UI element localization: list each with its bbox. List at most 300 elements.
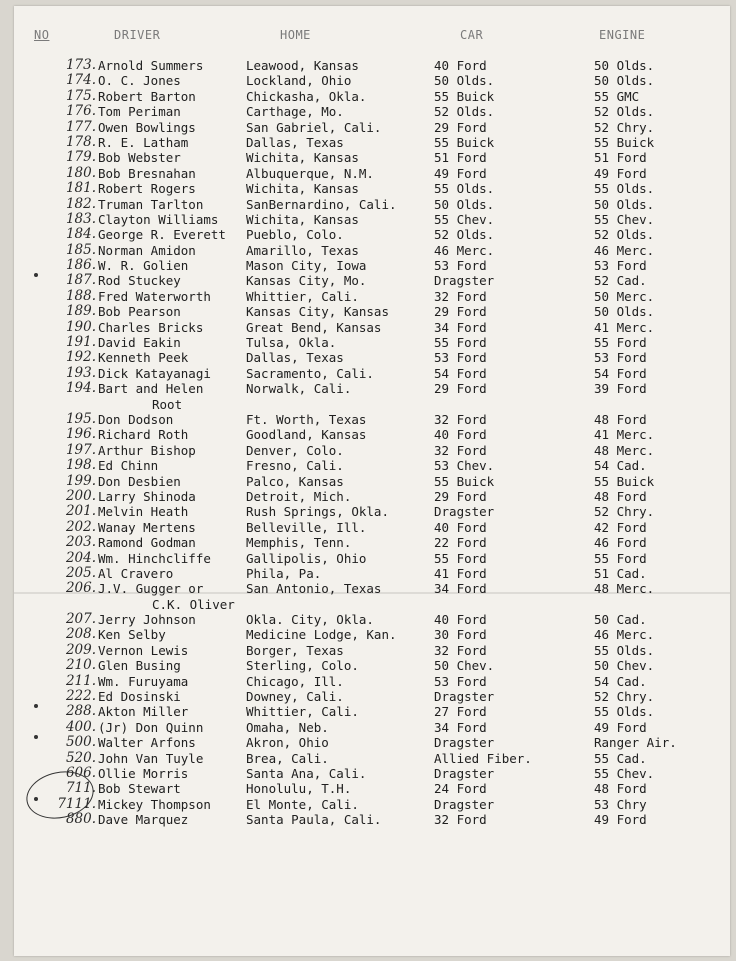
car-model: Allied Fiber. — [434, 750, 532, 766]
engine-model: 55 GMC — [594, 88, 640, 104]
home-town: Sacramento, Cali. — [246, 365, 374, 381]
engine-model: 51 Cad. — [594, 565, 647, 581]
car-model: 32 Ford — [434, 812, 487, 828]
table-row — [14, 797, 730, 812]
engine-model: 52 Olds. — [594, 227, 655, 243]
car-model: 40 Ford — [434, 427, 487, 443]
entry-number: 182. — [65, 195, 96, 212]
car-model: 50 Olds. — [434, 196, 495, 212]
entry-number: 197. — [65, 441, 96, 458]
home-town: Albuquerque, N.M. — [246, 165, 374, 181]
engine-model: 50 Olds. — [594, 304, 655, 320]
driver-name: Bob Pearson — [98, 304, 181, 320]
entry-number: 184. — [65, 226, 96, 243]
table-row — [14, 258, 730, 273]
car-model: 29 Ford — [434, 381, 487, 397]
driver-name: Bob Bresnahan — [98, 165, 196, 181]
car-model: 52 Olds. — [434, 104, 495, 120]
home-town: Amarillo, Texas — [246, 242, 359, 258]
entry-number: 179. — [65, 149, 96, 166]
driver-name: Robert Rogers — [98, 181, 196, 197]
entry-number: 288. — [65, 703, 96, 720]
engine-model: 52 Olds. — [594, 104, 655, 120]
entry-number: 183. — [65, 210, 96, 227]
driver-name: Wm. Furuyama — [98, 673, 189, 689]
car-model: 30 Ford — [434, 627, 487, 643]
home-town: Wichita, Kansas — [246, 150, 359, 166]
table-row — [14, 643, 730, 658]
engine-model: 42 Ford — [594, 519, 647, 535]
driver-name: Dave Marquez — [98, 812, 189, 828]
home-town: Kansas City, Mo. — [246, 273, 367, 289]
table-row — [14, 520, 730, 535]
driver-name: Owen Bowlings — [98, 119, 196, 135]
car-model: 40 Ford — [434, 58, 487, 73]
driver-name: R. E. Latham — [98, 134, 189, 150]
engine-model: 55 Ford — [594, 550, 647, 566]
home-town: Borger, Texas — [246, 642, 344, 658]
driver-name: Arthur Bishop — [98, 442, 196, 458]
car-model: Dragster — [434, 689, 495, 705]
car-model: 53 Ford — [434, 350, 487, 366]
entry-list — [14, 58, 730, 828]
car-model: 29 Ford — [434, 119, 487, 135]
driver-name: Bart and Helen — [98, 381, 204, 397]
engine-model: 53 Chry — [594, 796, 647, 812]
table-row — [14, 735, 730, 750]
car-model: 29 Ford — [434, 304, 487, 320]
car-model: 55 Olds. — [434, 181, 495, 197]
home-town: Chicago, Ill. — [246, 673, 344, 689]
car-model: Dragster — [434, 766, 495, 781]
car-model: 27 Ford — [434, 704, 487, 720]
entry-number: 186. — [65, 257, 96, 274]
entry-number: 400. — [65, 718, 96, 735]
table-row — [14, 581, 730, 612]
table-row — [14, 720, 730, 735]
entry-number: 180. — [65, 164, 96, 181]
engine-model: 55 Buick — [594, 134, 655, 150]
table-row — [14, 458, 730, 473]
driver-name: David Eakin — [98, 335, 181, 351]
table-row — [14, 612, 730, 627]
table-row — [14, 273, 730, 288]
engine-model: 50 Merc. — [594, 288, 655, 304]
header-engine: ENGINE — [599, 28, 646, 42]
home-town: Mason City, Iowa — [246, 258, 367, 274]
driver-name: Rod Stuckey — [98, 273, 181, 289]
home-town: Great Bend, Kansas — [246, 319, 382, 335]
entry-number: 711. — [65, 780, 96, 797]
entry-number: 210. — [65, 657, 96, 674]
car-model: 51 Ford — [434, 150, 487, 166]
engine-model: 54 Ford — [594, 365, 647, 381]
table-row — [14, 551, 730, 566]
home-town: San Gabriel, Cali. — [246, 119, 382, 135]
home-town: Tulsa, Okla. — [246, 335, 337, 351]
home-town: Belleville, Ill. — [246, 519, 367, 535]
entry-number: 206. — [65, 580, 96, 597]
home-town: Omaha, Neb. — [246, 719, 329, 735]
engine-model: 55 Olds. — [594, 642, 655, 658]
engine-model: 52 Chry. — [594, 689, 655, 705]
engine-model: 49 Ford — [594, 165, 647, 181]
driver-name-continued: C.K. Oliver — [152, 596, 235, 612]
engine-model: 50 Olds. — [594, 73, 655, 89]
engine-model: 53 Ford — [594, 350, 647, 366]
table-row — [14, 89, 730, 104]
home-town: Wichita, Kansas — [246, 181, 359, 197]
table-row — [14, 212, 730, 227]
header-no: NO — [34, 28, 50, 42]
engine-model: 48 Merc. — [594, 442, 655, 458]
car-model: 53 Chev. — [434, 458, 495, 474]
table-row — [14, 58, 730, 73]
home-town: Dallas, Texas — [246, 350, 344, 366]
home-town: Santa Paula, Cali. — [246, 812, 382, 828]
home-town: Denver, Colo. — [246, 442, 344, 458]
driver-name: George R. Everett — [98, 227, 226, 243]
entry-number: 207. — [65, 611, 96, 628]
entry-number: 202. — [65, 518, 96, 535]
driver-name: Ramond Godman — [98, 535, 196, 551]
entry-number: 880. — [65, 811, 96, 828]
home-town: Phila, Pa. — [246, 565, 322, 581]
car-model: 55 Chev. — [434, 211, 495, 227]
table-row — [14, 674, 730, 689]
entry-number: 198. — [65, 457, 96, 474]
document-page — [14, 6, 730, 956]
table-row — [14, 427, 730, 442]
home-town: Sterling, Colo. — [246, 658, 359, 674]
driver-name: John Van Tuyle — [98, 750, 204, 766]
home-town: Chickasha, Okla. — [246, 88, 367, 104]
entry-number: 520. — [65, 749, 96, 766]
table-row — [14, 227, 730, 242]
entry-number: 178. — [65, 133, 96, 150]
engine-model: 49 Ford — [594, 719, 647, 735]
driver-name: Walter Arfons — [98, 735, 196, 751]
table-row — [14, 381, 730, 412]
engine-model: 48 Merc. — [594, 581, 655, 597]
entry-number: 203. — [65, 534, 96, 551]
engine-model: 55 Chev. — [594, 766, 655, 781]
engine-model: 48 Ford — [594, 412, 647, 427]
driver-name: Robert Barton — [98, 88, 196, 104]
driver-name: Fred Waterworth — [98, 288, 211, 304]
entry-number: 205. — [65, 564, 96, 581]
table-row — [14, 304, 730, 319]
driver-name: Al Cravero — [98, 565, 174, 581]
driver-name: Ollie Morris — [98, 766, 189, 781]
entry-number: 208. — [65, 626, 96, 643]
entry-number: 181. — [65, 180, 96, 197]
entry-number: 199. — [65, 472, 96, 489]
car-model: 55 Buick — [434, 134, 495, 150]
table-row — [14, 566, 730, 581]
car-model: 55 Buick — [434, 473, 495, 489]
entry-number: 209. — [65, 641, 96, 658]
entry-number: 194. — [65, 380, 96, 397]
engine-model: 55 Cad. — [594, 750, 647, 766]
entry-number: 187. — [65, 272, 96, 289]
table-row — [14, 181, 730, 196]
entry-number: 176. — [65, 103, 96, 120]
header-driver: DRIVER — [114, 28, 161, 42]
home-town: Wichita, Kansas — [246, 211, 359, 227]
engine-model: 55 Olds. — [594, 181, 655, 197]
car-model: 22 Ford — [434, 535, 487, 551]
table-row — [14, 504, 730, 519]
table-row — [14, 135, 730, 150]
car-model: 50 Chev. — [434, 658, 495, 674]
car-model: 53 Ford — [434, 673, 487, 689]
table-row — [14, 474, 730, 489]
table-header — [14, 28, 730, 48]
driver-name: Larry Shinoda — [98, 488, 196, 504]
driver-name: Clayton Williams — [98, 211, 219, 227]
car-model: 41 Ford — [434, 565, 487, 581]
driver-name-continued: Root — [152, 396, 183, 412]
home-town: Rush Springs, Okla. — [246, 504, 389, 520]
driver-name: Norman Amidon — [98, 242, 196, 258]
table-row — [14, 120, 730, 135]
driver-name: Tom Periman — [98, 104, 181, 120]
engine-model: 55 Olds. — [594, 704, 655, 720]
pencil-dot-mark — [34, 735, 38, 739]
engine-model: 55 Buick — [594, 473, 655, 489]
table-row — [14, 489, 730, 504]
header-car: CAR — [460, 28, 484, 42]
home-town: Honolulu, T.H. — [246, 781, 352, 797]
engine-model: 50 Cad. — [594, 612, 647, 628]
driver-name: Truman Tarlton — [98, 196, 204, 212]
driver-name: Melvin Heath — [98, 504, 189, 520]
engine-model: 50 Chev. — [594, 658, 655, 674]
car-model: 29 Ford — [434, 488, 487, 504]
entry-number: 185. — [65, 241, 96, 258]
engine-model: 46 Merc. — [594, 627, 655, 643]
car-model: 55 Ford — [434, 550, 487, 566]
car-model: 32 Ford — [434, 442, 487, 458]
home-town: Kansas City, Kansas — [246, 304, 389, 320]
car-model: 55 Ford — [434, 335, 487, 351]
table-row — [14, 335, 730, 350]
engine-model: 54 Cad. — [594, 673, 647, 689]
home-town: Goodland, Kansas — [246, 427, 367, 443]
driver-name: Ed Dosinski — [98, 689, 181, 705]
home-town: Memphis, Tenn. — [246, 535, 352, 551]
driver-name: Akton Miller — [98, 704, 189, 720]
home-town: Whittier, Cali. — [246, 704, 359, 720]
driver-name: W. R. Golien — [98, 258, 189, 274]
table-row — [14, 197, 730, 212]
car-model: Dragster — [434, 735, 495, 751]
home-town: Dallas, Texas — [246, 134, 344, 150]
engine-model: 50 Olds. — [594, 58, 655, 73]
engine-model: 48 Ford — [594, 488, 647, 504]
driver-name: Bob Webster — [98, 150, 181, 166]
engine-model: 46 Merc. — [594, 242, 655, 258]
engine-model: 52 Chry. — [594, 119, 655, 135]
entry-number: 195. — [65, 411, 96, 427]
driver-name: Wm. Hinchcliffe — [98, 550, 211, 566]
table-row — [14, 166, 730, 181]
engine-model: 54 Cad. — [594, 458, 647, 474]
engine-model: 55 Ford — [594, 335, 647, 351]
home-town: Carthage, Mo. — [246, 104, 344, 120]
home-town: Fresno, Cali. — [246, 458, 344, 474]
driver-name: Ken Selby — [98, 627, 166, 643]
entry-number: 174. — [65, 72, 96, 89]
car-model: 32 Ford — [434, 288, 487, 304]
table-row — [14, 320, 730, 335]
entry-number: 189. — [65, 303, 96, 320]
entry-number: 191. — [65, 334, 96, 351]
table-row — [14, 73, 730, 88]
car-model: 32 Ford — [434, 412, 487, 427]
home-town: Ft. Worth, Texas — [246, 412, 367, 427]
header-home: HOME — [280, 28, 311, 42]
table-row — [14, 366, 730, 381]
car-model: 55 Buick — [434, 88, 495, 104]
car-model: Dragster — [434, 504, 495, 520]
pencil-dot-mark — [34, 273, 38, 277]
car-model: 50 Olds. — [434, 73, 495, 89]
driver-name: Mickey Thompson — [98, 796, 211, 812]
car-model: 46 Merc. — [434, 242, 495, 258]
driver-name: Wanay Mertens — [98, 519, 196, 535]
table-row — [14, 781, 730, 796]
driver-name: Don Desbien — [98, 473, 181, 489]
home-town: Detroit, Mich. — [246, 488, 352, 504]
car-model: 52 Olds. — [434, 227, 495, 243]
entry-number: 204. — [65, 549, 96, 566]
table-row — [14, 412, 730, 427]
engine-model: 48 Ford — [594, 781, 647, 797]
home-town: Brea, Cali. — [246, 750, 329, 766]
entry-number: 500. — [65, 734, 96, 751]
driver-name: Dick Katayanagi — [98, 365, 211, 381]
entry-number: 200. — [65, 487, 96, 504]
driver-name: Bob Stewart — [98, 781, 181, 797]
car-model: 49 Ford — [434, 165, 487, 181]
engine-model: 52 Chry. — [594, 504, 655, 520]
car-model: 40 Ford — [434, 612, 487, 628]
home-town: Medicine Lodge, Kan. — [246, 627, 397, 643]
engine-model: 39 Ford — [594, 381, 647, 397]
home-town: Norwalk, Cali. — [246, 381, 352, 397]
driver-name: Don Dodson — [98, 412, 174, 427]
engine-model: 55 Chev. — [594, 211, 655, 227]
table-row — [14, 150, 730, 165]
driver-name: Glen Busing — [98, 658, 181, 674]
table-row — [14, 751, 730, 766]
table-row — [14, 627, 730, 642]
table-row — [14, 658, 730, 673]
engine-model: 49 Ford — [594, 812, 647, 828]
home-town: Santa Ana, Cali. — [246, 766, 367, 781]
home-town: Gallipolis, Ohio — [246, 550, 367, 566]
engine-model: 53 Ford — [594, 258, 647, 274]
driver-name: (Jr) Don Quinn — [98, 719, 204, 735]
driver-name: Charles Bricks — [98, 319, 204, 335]
engine-model: 52 Cad. — [594, 273, 647, 289]
engine-model: 46 Ford — [594, 535, 647, 551]
entry-number: 192. — [65, 349, 96, 366]
home-town: Whittier, Cali. — [246, 288, 359, 304]
entry-number: 7111. — [57, 795, 96, 812]
table-row — [14, 443, 730, 458]
entry-number: 222. — [65, 688, 96, 705]
home-town: Downey, Cali. — [246, 689, 344, 705]
home-town: Okla. City, Okla. — [246, 612, 374, 628]
car-model: 34 Ford — [434, 719, 487, 735]
table-row — [14, 350, 730, 365]
table-row — [14, 243, 730, 258]
car-model: 34 Ford — [434, 319, 487, 335]
entry-number: 173. — [65, 57, 96, 73]
home-town: El Monte, Cali. — [246, 796, 359, 812]
home-town: Lockland, Ohio — [246, 73, 352, 89]
home-town: SanBernardino, Cali. — [246, 196, 397, 212]
home-town: Leawood, Kansas — [246, 58, 359, 73]
engine-model: 41 Merc. — [594, 319, 655, 335]
table-row — [14, 812, 730, 827]
table-row — [14, 535, 730, 550]
driver-name: Richard Roth — [98, 427, 189, 443]
pencil-dot-mark — [34, 704, 38, 708]
driver-name: Kenneth Peek — [98, 350, 189, 366]
entry-number: 188. — [65, 287, 96, 304]
table-row — [14, 689, 730, 704]
driver-name: Arnold Summers — [98, 58, 204, 73]
entry-number: 190. — [65, 318, 96, 335]
car-model: 40 Ford — [434, 519, 487, 535]
car-model: Dragster — [434, 796, 495, 812]
driver-name: Vernon Lewis — [98, 642, 189, 658]
home-town: Palco, Kansas — [246, 473, 344, 489]
car-model: 34 Ford — [434, 581, 487, 597]
home-town: San Antonio, Texas — [246, 581, 382, 597]
engine-model: 50 Olds. — [594, 196, 655, 212]
driver-name: O. C. Jones — [98, 73, 181, 89]
engine-model: 41 Merc. — [594, 427, 655, 443]
engine-model: Ranger Air. — [594, 735, 677, 751]
entry-number: 211. — [65, 672, 96, 689]
car-model: 54 Ford — [434, 365, 487, 381]
car-model: 24 Ford — [434, 781, 487, 797]
table-row — [14, 289, 730, 304]
entry-number: 193. — [65, 364, 96, 381]
entry-number: 201. — [65, 503, 96, 520]
car-model: Dragster — [434, 273, 495, 289]
car-model: 53 Ford — [434, 258, 487, 274]
home-town: Akron, Ohio — [246, 735, 329, 751]
entry-number: 177. — [65, 118, 96, 135]
driver-name: Jerry Johnson — [98, 612, 196, 628]
driver-name: Ed Chinn — [98, 458, 159, 474]
driver-name: J.V. Gugger or — [98, 581, 204, 597]
entry-number: 606. — [65, 765, 96, 781]
table-row — [14, 766, 730, 781]
entry-number: 175. — [65, 87, 96, 104]
home-town: Pueblo, Colo. — [246, 227, 344, 243]
table-row — [14, 104, 730, 119]
engine-model: 51 Ford — [594, 150, 647, 166]
entry-number: 196. — [65, 426, 96, 443]
table-row — [14, 704, 730, 719]
